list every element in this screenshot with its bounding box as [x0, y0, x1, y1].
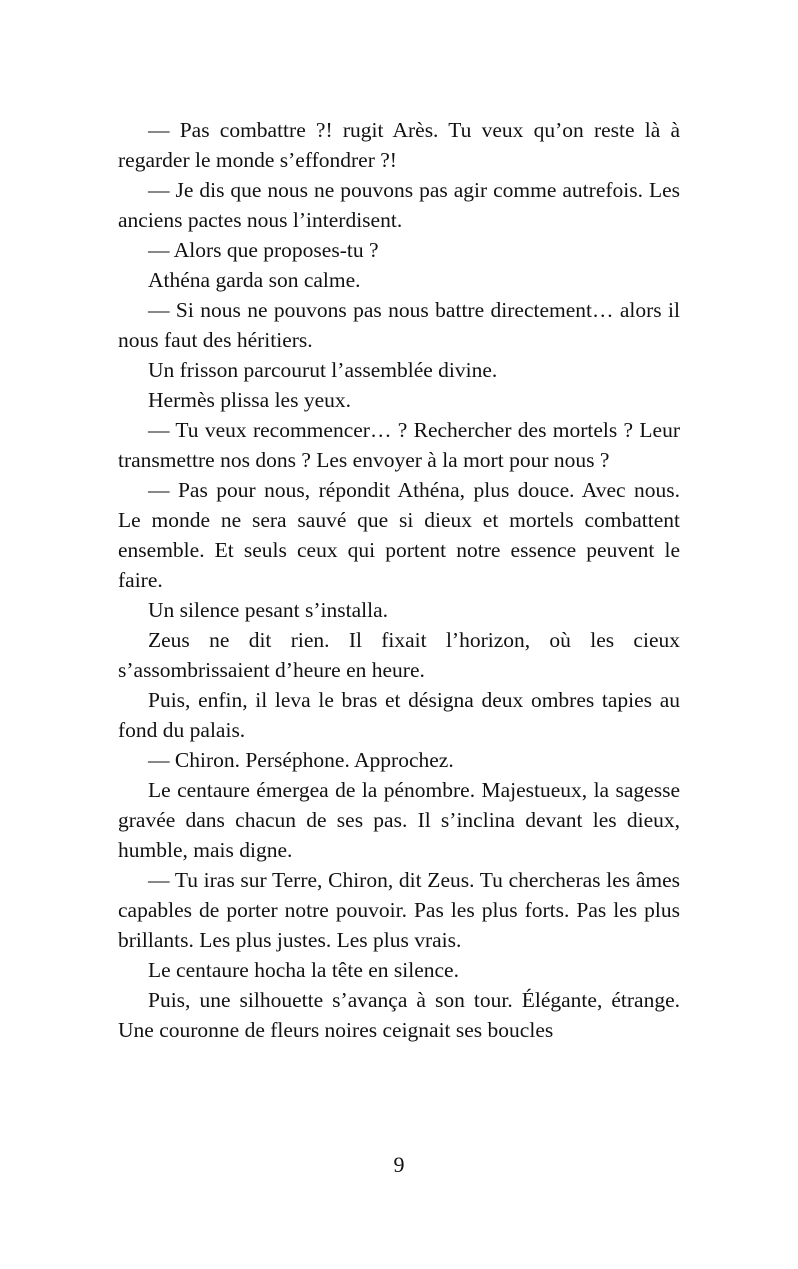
paragraph: Un frisson parcourut l’assemblée divine. [148, 358, 498, 382]
paragraph: Zeus ne dit rien. Il fixait l’horizon, où les cieux s’assombrissaient d’heure en heure. [118, 628, 680, 682]
page-number: 9 [393, 1152, 405, 1177]
paragraph: Puis, enfin, il leva le bras et désigna deux ombres tapies au fond du palais. [118, 688, 680, 742]
paragraph: — Pas combattre ?! rugit Arès. Tu veux qu’on reste là à regarder le monde s’effondrer ?! [118, 118, 680, 172]
paragraph: — Chiron. Perséphone. Approchez. [148, 748, 454, 772]
paragraph: — Tu veux recommencer… ? Rechercher des mortels ? Leur transmettre nos dons ? Les envoyer à la mort pour nous ? [118, 418, 680, 472]
paragraph: Un silence pesant s’installa. [148, 598, 389, 622]
paragraph: Le centaure émergea de la pénombre. Majestueux, la sagesse gravée dans chacun de ses pas. Il s’inclina devant les dieux, humble, mais digne. [118, 778, 680, 862]
paragraph: Puis, une silhouette s’avança à son tour. Élégante, étrange. Une couronne de fleurs noires ceignait ses boucles [118, 988, 680, 1042]
paragraph: Le centaure hocha la tête en silence. [148, 958, 459, 982]
paragraph: — Si nous ne pouvons pas nous battre directement… alors il nous faut des héritiers. [118, 298, 680, 352]
paragraph: — Pas pour nous, répondit Athéna, plus douce. Avec nous. Le monde ne sera sauvé que si dieux et mortels combattent ensemble. Et seuls ceux qui portent notre essence peuvent le faire. [118, 478, 680, 592]
paragraph: — Alors que proposes-tu ? [148, 238, 379, 262]
body-text [118, 115, 680, 1045]
paragraph: Athéna garda son calme. [148, 268, 361, 292]
paragraph: — Je dis que nous ne pouvons pas agir comme autrefois. Les anciens pactes nous l’interdisent. [118, 178, 680, 232]
paragraph: — Tu iras sur Terre, Chiron, dit Zeus. Tu chercheras les âmes capables de porter notre pouvoir. Pas les plus forts. Pas les plus brillants. Les plus justes. Les plus vrais. [118, 868, 680, 952]
paragraph: Hermès plissa les yeux. [148, 388, 352, 412]
